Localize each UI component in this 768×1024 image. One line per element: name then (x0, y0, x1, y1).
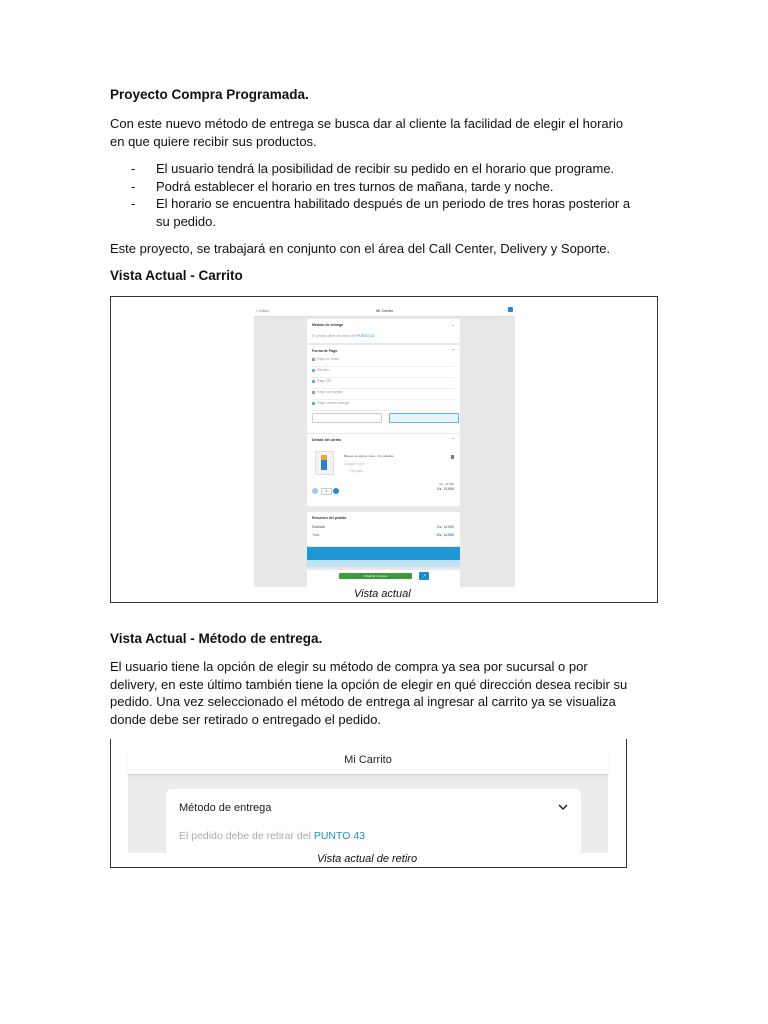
app-header (128, 748, 608, 775)
delivery-text-label: El pedido debe de retirar del (312, 334, 356, 338)
feature-list (110, 160, 658, 230)
list-item-text: El usuario tendrá la posibilidad de recibir su pedido en el horario que programe. (156, 161, 615, 176)
chevron-down-icon[interactable]: ⌄ (451, 322, 455, 327)
bullet-marker: - (131, 178, 136, 194)
payment-icon (312, 369, 315, 372)
app-header (254, 306, 515, 317)
delivery-banner (307, 560, 460, 567)
product-note: Usage note (344, 461, 365, 466)
share-icon[interactable]: ↗ (419, 572, 429, 580)
card-title: Resumen del pedido (312, 516, 347, 520)
card-title: Detalle del carrito (312, 438, 342, 442)
list-item-text: Podrá establecer el horario en tres turnos de mañana, tarde y noche. (156, 178, 554, 194)
list-item-text: su pedido. (156, 213, 216, 229)
pickup-label: El pedido debe de retirar del (179, 830, 311, 842)
paragraph-line: pedido. Una vez seleccionado el método de entrega al ingresar al carrito ya se visualiza (110, 694, 616, 709)
payment-card (307, 345, 460, 433)
card-title: Método de entrega (179, 802, 272, 814)
total-value: Gs. 13.900 (436, 533, 454, 537)
payment-option[interactable] (312, 379, 455, 389)
price-old: Gs. 21.000 (439, 482, 454, 486)
payment-option-label: Efectivo (317, 368, 330, 372)
screen-title: Mi Carrito (376, 308, 394, 313)
figure-caption: Vista actual de retiro (317, 853, 418, 865)
figure-delivery-method (110, 739, 627, 868)
payment-option[interactable] (312, 368, 455, 378)
chevron-up-icon[interactable]: ⌃ (451, 348, 455, 353)
payment-option[interactable] (312, 401, 455, 411)
coupon-input[interactable] (389, 413, 459, 423)
intro-line: en que quiere recibir sus productos. (110, 133, 317, 149)
payment-option[interactable] (312, 390, 455, 400)
section-heading-carrito: Vista Actual - Carrito (110, 268, 243, 283)
bullet-marker: - (131, 196, 136, 211)
payment-option-label: Pago QR (317, 379, 332, 383)
quantity-stepper[interactable] (312, 488, 342, 494)
gift-option[interactable]: ○ Regalo (347, 468, 364, 473)
delivery-method-card[interactable] (166, 789, 581, 857)
delivery-text (312, 334, 374, 338)
product-name: Bloque de alguna cosa - 10 unidades (344, 454, 394, 458)
cart-icon[interactable] (508, 307, 513, 312)
list-item (110, 178, 658, 196)
trash-icon[interactable] (451, 455, 454, 459)
subtotal-value: Gs. 13.900 (436, 525, 454, 529)
paragraph-line: donde debe ser retirado o entregado el pedido. (110, 711, 382, 727)
section-heading-proyecto: Proyecto Compra Programada. (110, 87, 309, 102)
delivery-screenshot (128, 748, 608, 853)
payment-icon (312, 358, 315, 361)
quantity-value[interactable]: 1 (321, 488, 332, 495)
gift-label: Regalo (350, 468, 364, 473)
payment-option[interactable] (312, 357, 455, 367)
paragraph-line: El usuario tiene la opción de elegir su método de compra ya sea por sucursal o por (110, 659, 588, 674)
total-label: Total (312, 533, 320, 537)
payment-icon (312, 391, 315, 394)
plus-button[interactable] (333, 488, 339, 494)
payment-option-label: Pago en línea (317, 357, 339, 361)
delivery-method-card[interactable] (307, 319, 460, 343)
payment-icon (312, 380, 315, 383)
delivery-point: PUNTO 43 (356, 334, 375, 338)
list-item-text: El horario se encuentra habilitado después de un periodo de tres horas posterior a (156, 196, 631, 211)
payment-option-label: Pago con tarjeta (317, 390, 343, 394)
price-new: Gs. 13.900 (436, 487, 454, 491)
bullet-marker: - (131, 161, 136, 176)
figure-cart (110, 296, 658, 603)
payment-option-label: Pago contra entrega (317, 401, 349, 405)
section-heading-metodo: Vista Actual - Método de entrega. (110, 631, 323, 646)
metodo-paragraph (110, 658, 658, 728)
screen-title: Mi Carrito (344, 754, 392, 766)
card-title: Forma de Pago (312, 349, 338, 353)
figure-caption: Vista actual (354, 588, 411, 600)
cart-screenshot (254, 306, 515, 587)
payment-icon (312, 402, 315, 405)
paragraph-line: delivery, en este último también tiene la opción de elegir en qué dirección desea recibir su (110, 676, 628, 692)
list-item (110, 195, 658, 230)
intro-paragraph (110, 115, 658, 150)
list-item (110, 160, 658, 178)
product-image (315, 451, 334, 475)
pickup-text (179, 830, 365, 842)
chevron-down-icon[interactable] (557, 801, 569, 813)
cart-detail-card (307, 434, 460, 506)
pickup-point: PUNTO 43 (313, 830, 366, 842)
info-banner (307, 547, 460, 560)
card-title: Método de entrega (312, 323, 344, 327)
back-link[interactable]: < Inicio (256, 308, 269, 313)
intro-line: Con este nuevo método de entrega se busca dar al cliente la facilidad de elegir el horario (110, 116, 624, 131)
closing-paragraph: Este proyecto, se trabajará en conjunto con el área del Call Center, Delivery y Soporte. (110, 241, 611, 256)
checkout-footer (307, 570, 460, 587)
order-summary-card (307, 512, 460, 546)
chevron-up-icon[interactable]: ⌃ (451, 437, 455, 442)
finish-purchase-button[interactable]: Finalizar Compra (339, 573, 412, 579)
discount-input[interactable] (312, 413, 382, 423)
minus-button[interactable] (312, 488, 318, 494)
subtotal-label: Subtotal (312, 525, 325, 529)
